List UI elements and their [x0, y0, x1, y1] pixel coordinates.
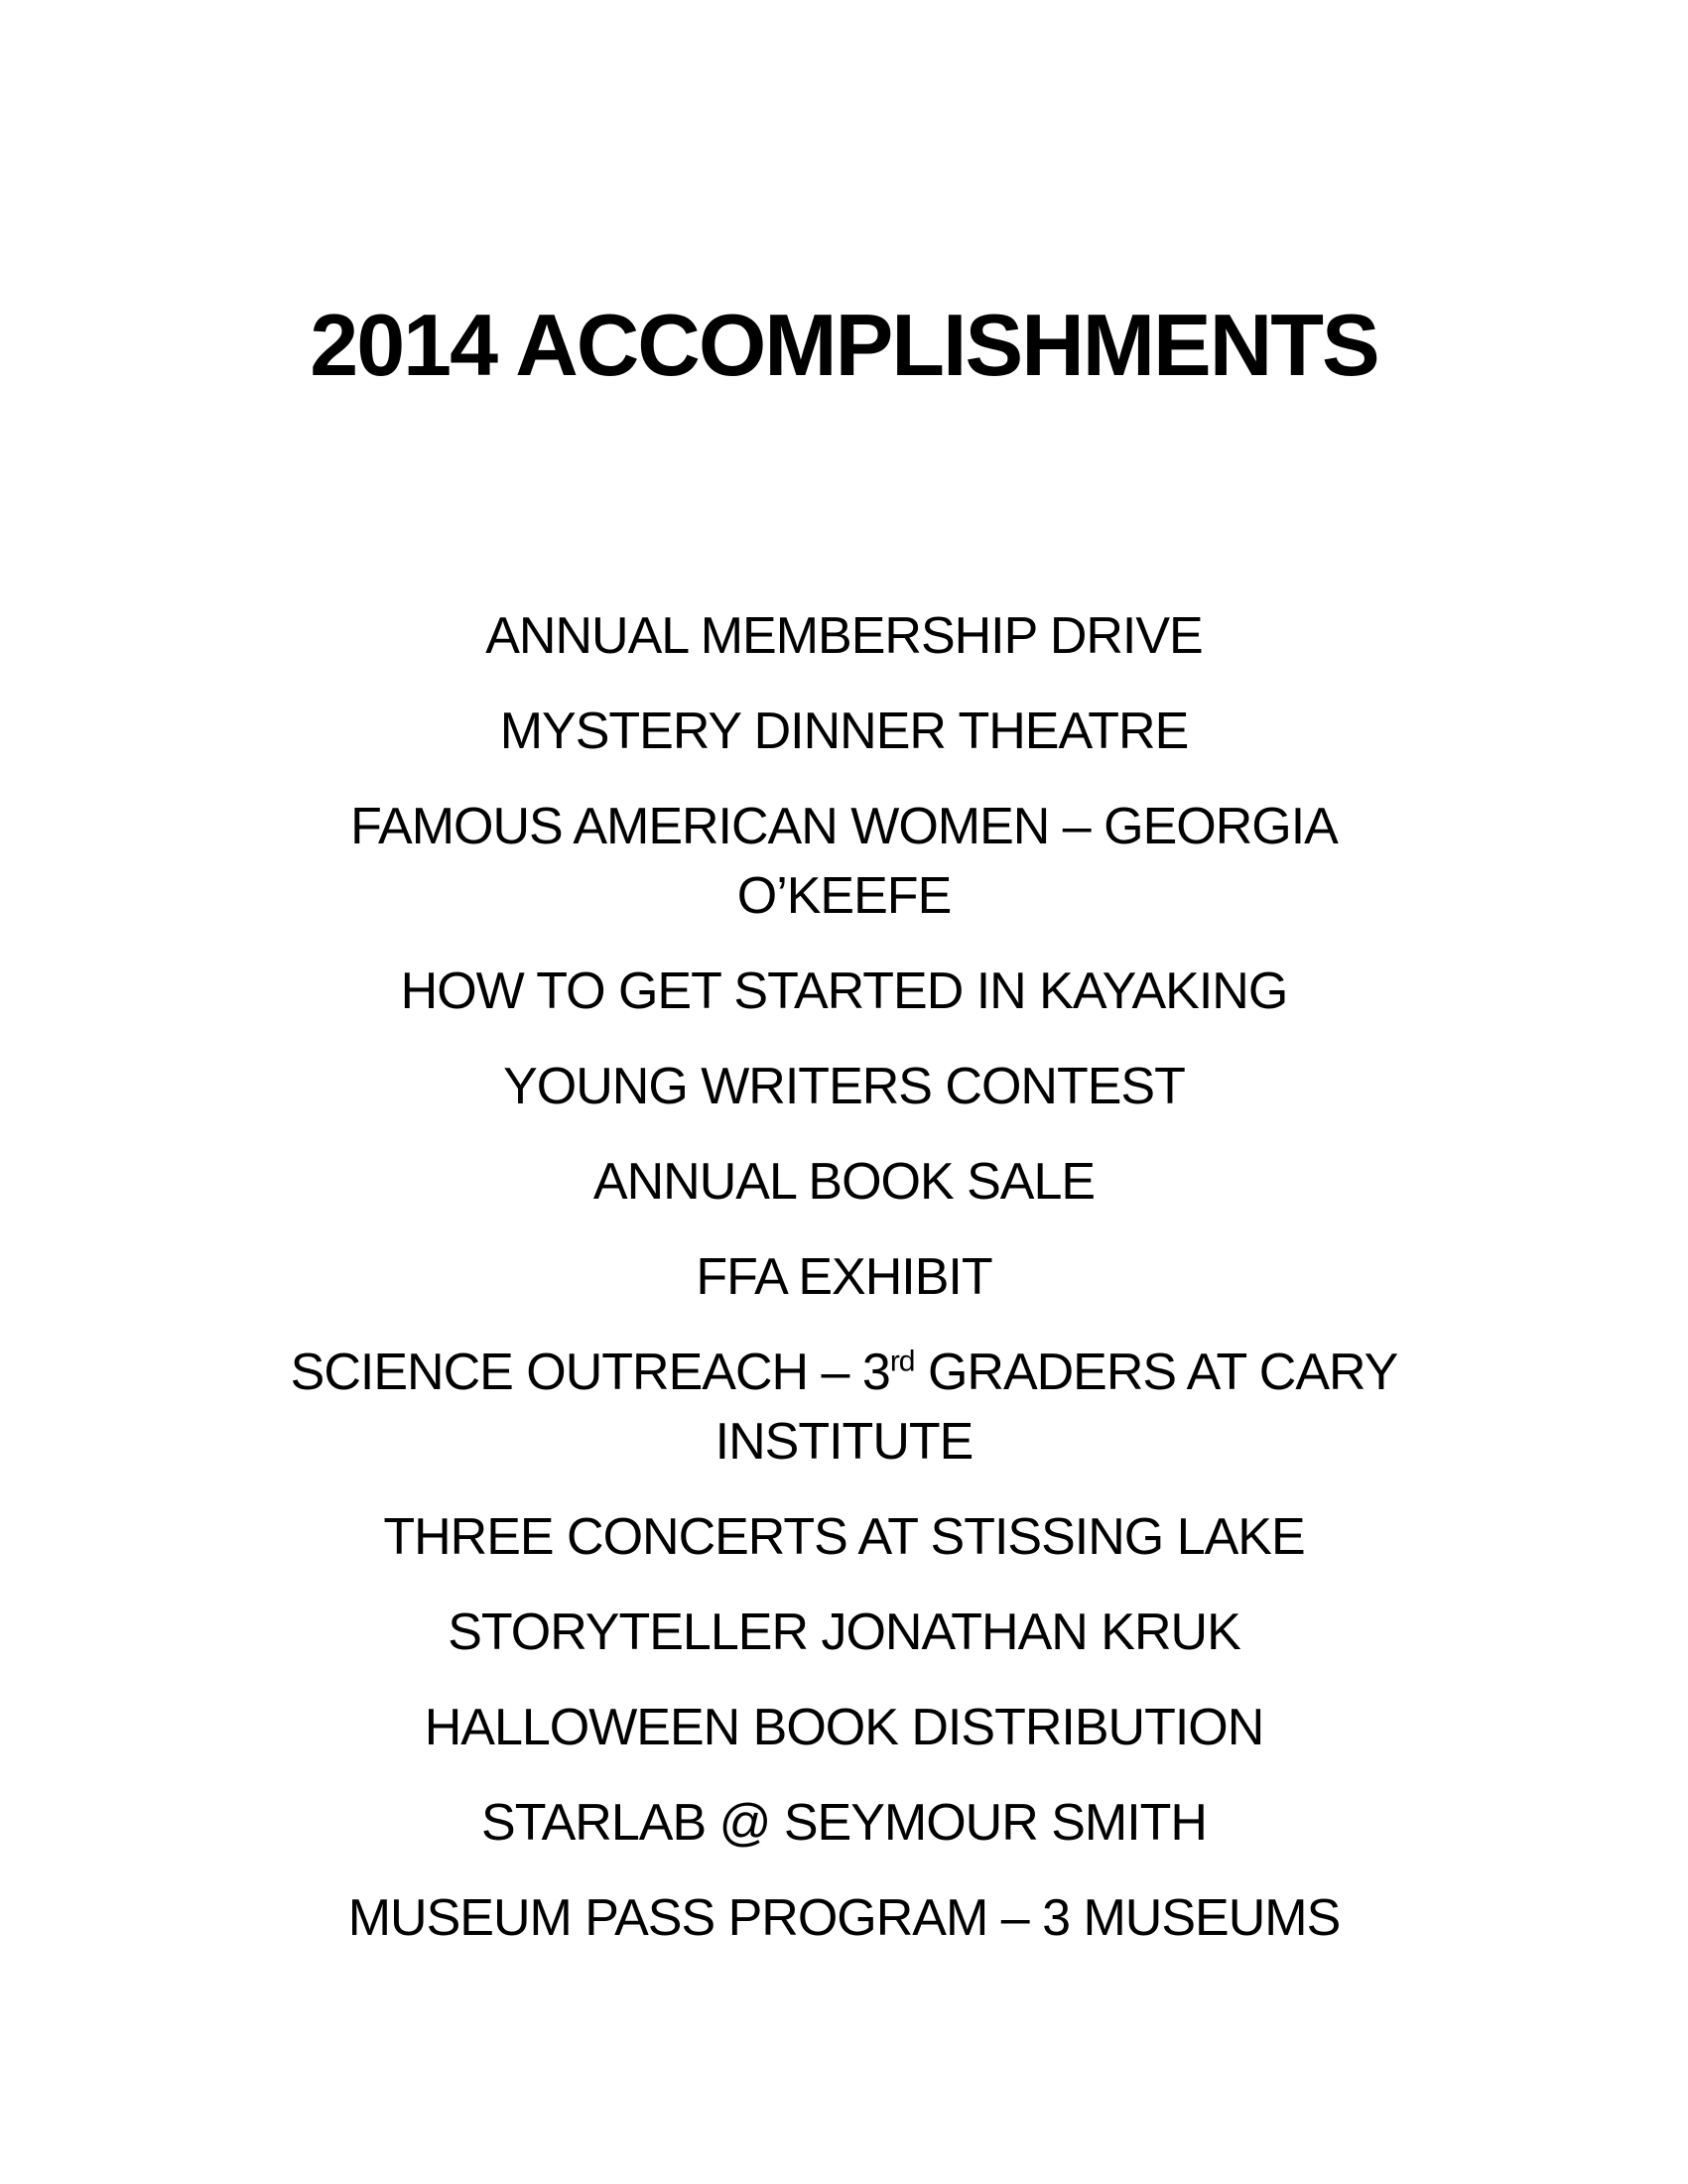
list-item [0, 1788, 1688, 1858]
list-item [0, 601, 1688, 671]
list-item-text: INSTITUTE [714, 1413, 974, 1471]
list-item-text: ANNUAL MEMBERSHIP DRIVE [485, 607, 1203, 665]
list-item-text: MYSTERY DINNER THEATRE [499, 703, 1189, 760]
list-item-text: YOUNG WRITERS CONTEST [503, 1058, 1185, 1115]
list-item-text: ANNUAL BOOK SALE [592, 1153, 1096, 1211]
list-item-text: STARLAB @ SEYMOUR SMITH [481, 1794, 1207, 1852]
list-item [0, 1147, 1688, 1217]
list-item-text-prefix: SCIENCE OUTREACH – 3 [290, 1344, 890, 1401]
list-item [0, 1052, 1688, 1121]
list-item-text: HALLOWEEN BOOK DISTRIBUTION [424, 1699, 1264, 1756]
list-item-text: MUSEUM PASS PROGRAM – 3 MUSEUMS [347, 1889, 1341, 1947]
accomplishments-list [0, 601, 1688, 1953]
list-item-text: FFA EXHIBIT [696, 1248, 992, 1306]
list-item [0, 792, 1688, 931]
list-item-text: HOW TO GET STARTED IN KAYAKING [400, 963, 1288, 1020]
list-item-text: THREE CONCERTS AT STISSING LAKE [383, 1508, 1305, 1566]
list-item-text: FAMOUS AMERICAN WOMEN – GEORGIA [350, 798, 1338, 855]
list-item [0, 957, 1688, 1026]
list-item [0, 1338, 1688, 1477]
list-item [0, 1598, 1688, 1667]
list-item [0, 1693, 1688, 1762]
list-item [0, 1242, 1688, 1312]
list-item [0, 1502, 1688, 1572]
list-item-text [0, 1338, 1688, 1407]
list-item-text: O’KEEFE [736, 867, 952, 925]
list-item-text: STORYTELLER JONATHAN KRUK [448, 1604, 1240, 1661]
page-title: 2014 ACCOMPLISHMENTS [310, 296, 1378, 394]
list-item [0, 697, 1688, 766]
list-item-text-suffix: GRADERS AT CARY [914, 1344, 1398, 1401]
list-item [0, 1883, 1688, 1953]
ordinal-superscript: rd [889, 1345, 915, 1378]
